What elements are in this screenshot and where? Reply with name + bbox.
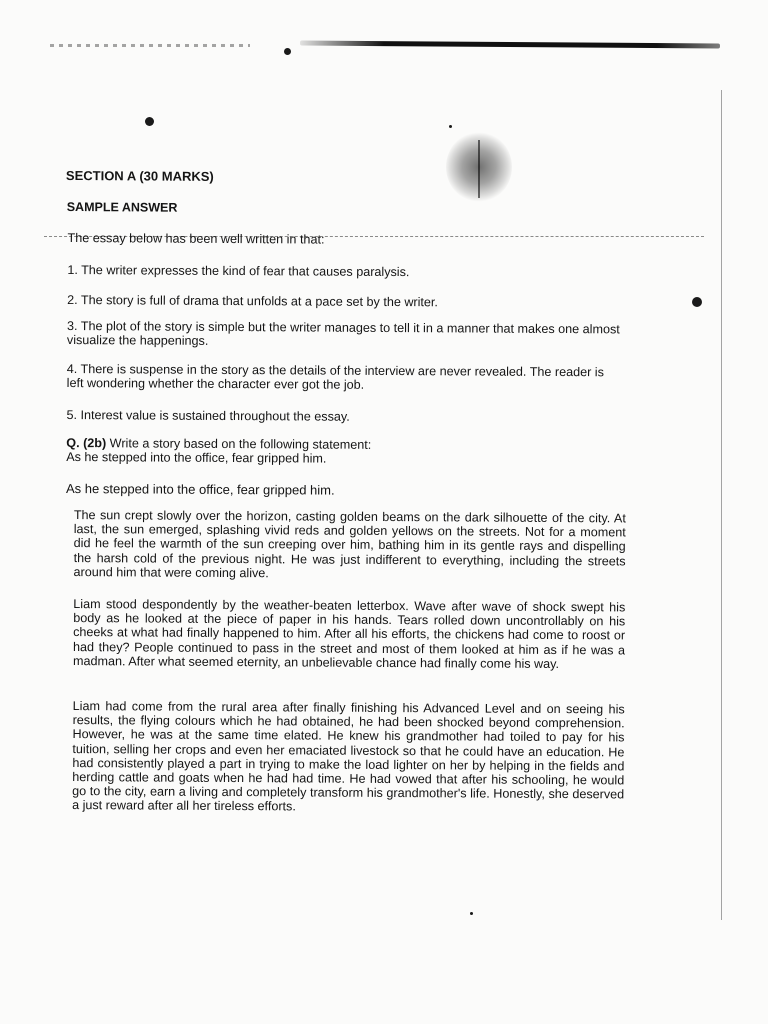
sample-answer-heading: SAMPLE ANSWER bbox=[66, 200, 178, 215]
point-item: 1. The writer expresses the kind of fear that causes paralysis. bbox=[67, 263, 410, 280]
essay-paragraph: The sun crept slowly over the horizon, casting golden beams on the dark silhouette of the city. At last, the sun emerged, splashing vivid reds and golden yellows on the streets. Not for a moment did he feel the warmth of the sun creeping over him, bathing him in its gentle rays and dispelling the harsh cold of the previous night. He was just indifferent to everything, including the streets around him that were coming alive. bbox=[73, 508, 626, 581]
essay-title: As he stepped into the office, fear gripped him. bbox=[65, 481, 335, 498]
section-heading: SECTION A (30 MARKS) bbox=[65, 167, 214, 184]
ink-smudge-streak bbox=[478, 140, 480, 198]
question-number: Q. (2b) bbox=[66, 436, 107, 451]
scan-edge-shadow bbox=[300, 41, 720, 49]
point-item: 5. Interest value is sustained throughout the essay. bbox=[66, 408, 350, 424]
scan-speck bbox=[449, 125, 452, 128]
intro-line: The essay below has been well written in that: bbox=[67, 231, 325, 247]
scan-speck bbox=[692, 297, 702, 307]
scan-edge-artifact bbox=[50, 44, 250, 47]
scan-speck bbox=[145, 117, 154, 126]
scan-speck bbox=[470, 912, 473, 915]
scan-margin-line bbox=[721, 90, 722, 920]
document-body bbox=[65, 166, 716, 814]
essay-paragraph: Liam had come from the rural area after finally finishing his Advanced Level and on seeing his results, the flying colours which he had obtained, he had been shocked beyond comprehension. However, he was at the same time elated. He knew his grandmother had toiled to pay for his tuition, selling her crops and even her emaciated livestock so that he could have an education. He had consistently played a part in trying to make the load lighter on her by helping in the fields and herding cattle and goats when he had had time. He had vowed that after his schooling, he would go to the city, earn a living and completely transform his grandmother's life. Honestly, she deserved a just reward after all her tireless efforts. bbox=[72, 699, 625, 814]
question-prompt: Write a story based on the following statement: bbox=[109, 436, 372, 452]
essay-paragraph: Liam stood despondently by the weather-beaten letterbox. Wave after wave of shock swept his body as he looked at the piece of paper in his hands. Tears rolled down uncontrollably on his cheeks at what had finally happened to him. After all his efforts, the chickens had come to roost or had they? People continued to pass in the street and most of them looked at him as if he was a madman. After what seemed eternity, an unbelievable chance had finally come his way. bbox=[72, 597, 626, 671]
question-statement: As he stepped into the office, fear gripped him. bbox=[66, 450, 327, 466]
point-item: 3. The plot of the story is simple but the writer manages to tell it in a manner that makes one almost visualize the happenings. bbox=[66, 319, 620, 349]
point-item: 2. The story is full of drama that unfolds at a pace set by the writer. bbox=[67, 293, 438, 310]
point-item: 4. There is suspense in the story as the details of the interview are never revealed. The reader is left wondering whether the character ever got the job. bbox=[66, 362, 604, 393]
scan-speck bbox=[284, 48, 291, 55]
